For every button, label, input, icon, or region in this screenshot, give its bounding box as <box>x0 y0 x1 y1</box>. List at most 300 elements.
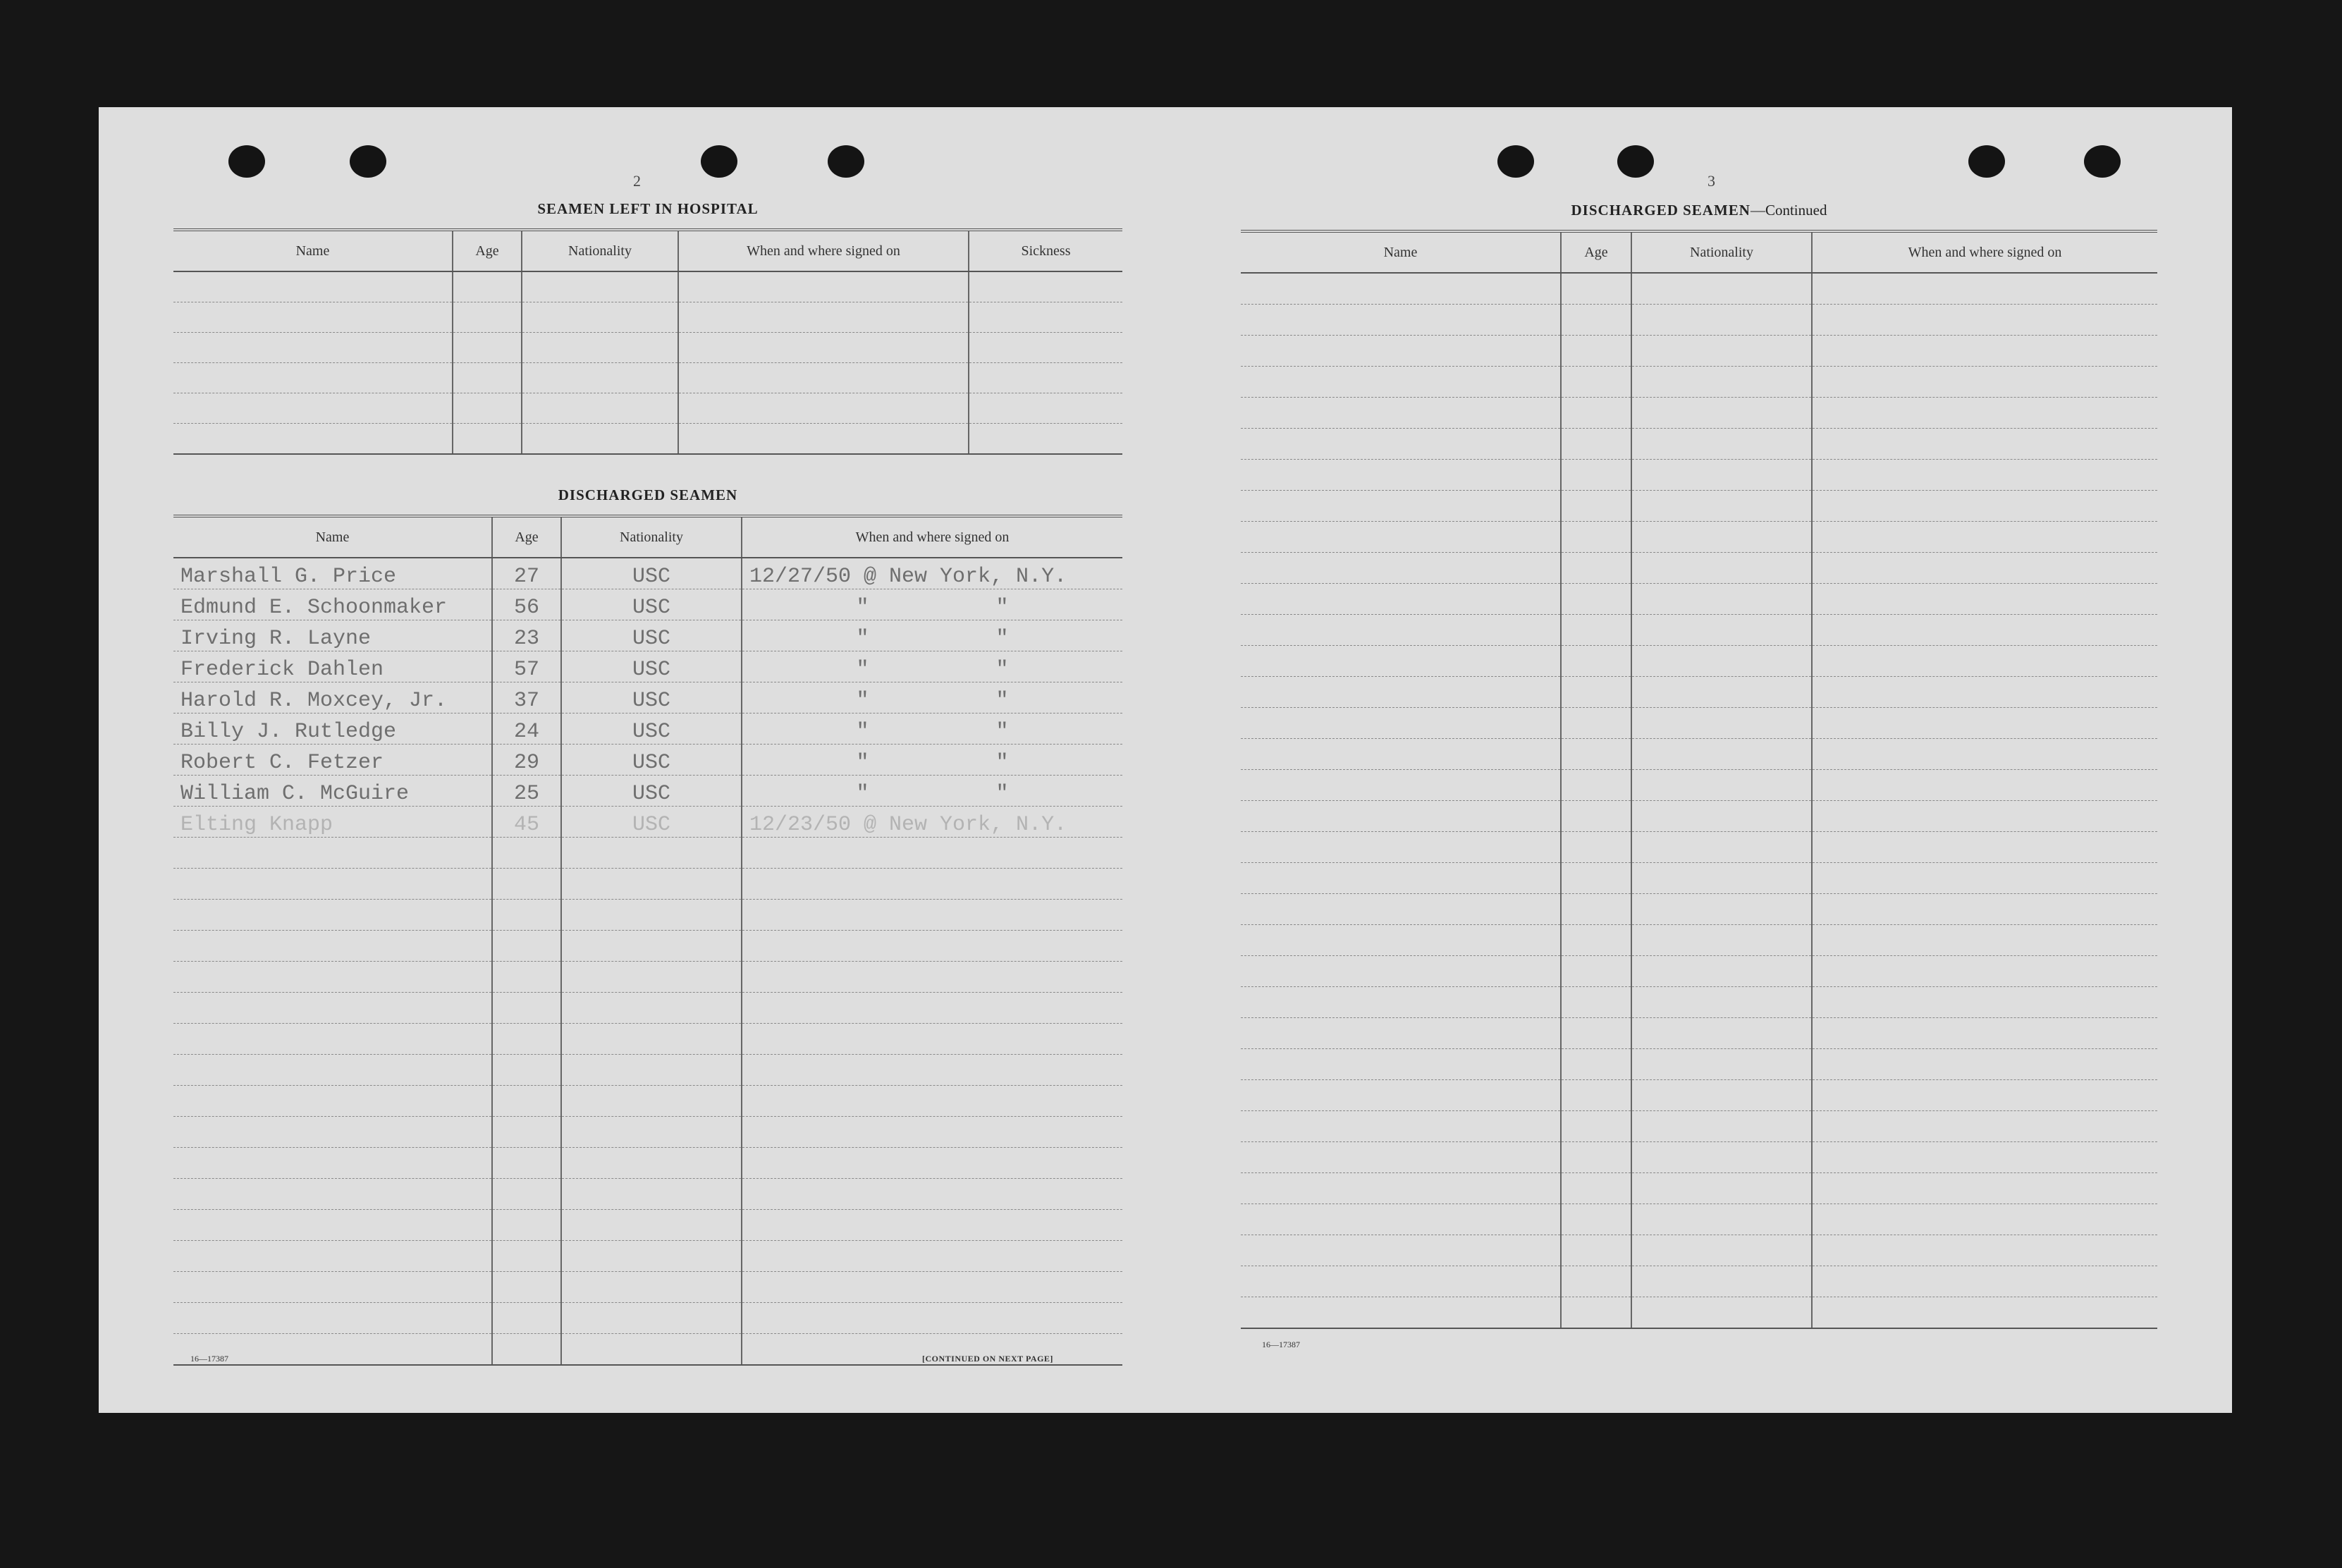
blank-cell <box>1812 491 2157 522</box>
blank-cell <box>1812 1235 2157 1266</box>
blank-cell <box>1561 832 1631 863</box>
blank-cell <box>1631 1018 1812 1049</box>
column-header: Age <box>492 516 561 558</box>
blank-row <box>173 1086 1122 1117</box>
blank-cell <box>1812 1080 2157 1111</box>
blank-cell <box>1561 770 1631 801</box>
blank-row <box>1241 615 2157 646</box>
blank-row <box>1241 770 2157 801</box>
blank-cell <box>1561 1297 1631 1329</box>
blank-cell <box>1561 708 1631 739</box>
blank-cell <box>1561 1173 1631 1204</box>
blank-cell <box>678 333 969 363</box>
blank-row <box>173 1179 1122 1210</box>
blank-cell <box>561 1024 742 1055</box>
blank-cell <box>173 424 453 455</box>
blank-cell <box>1561 894 1631 925</box>
nationality-cell: USC <box>561 558 742 589</box>
blank-cell <box>453 333 522 363</box>
blank-row <box>1241 491 2157 522</box>
blank-row <box>173 333 1122 363</box>
blank-row <box>1241 1235 2157 1266</box>
blank-cell <box>742 1272 1122 1303</box>
blank-cell <box>173 393 453 424</box>
blank-cell <box>1812 708 2157 739</box>
column-header: Age <box>453 230 522 271</box>
blank-row <box>1241 460 2157 491</box>
blank-row <box>1241 336 2157 367</box>
blank-cell <box>561 1241 742 1272</box>
blank-row <box>1241 708 2157 739</box>
blank-cell <box>1812 1297 2157 1329</box>
continued-note: [CONTINUED ON NEXT PAGE] <box>922 1354 1053 1364</box>
blank-cell <box>678 363 969 393</box>
blank-cell <box>1812 1204 2157 1235</box>
blank-cell <box>1631 770 1812 801</box>
blank-cell <box>1631 553 1812 584</box>
blank-cell <box>1812 273 2157 305</box>
blank-cell <box>561 1086 742 1117</box>
blank-cell <box>1241 801 1561 832</box>
blank-cell <box>1241 553 1561 584</box>
column-header: Age <box>1561 231 1631 273</box>
blank-cell <box>561 1148 742 1179</box>
blank-cell <box>492 1179 561 1210</box>
blank-cell <box>522 363 678 393</box>
blank-cell <box>1561 1080 1631 1111</box>
blank-row <box>1241 1018 2157 1049</box>
blank-cell <box>1561 398 1631 429</box>
blank-cell <box>742 962 1122 993</box>
blank-cell <box>1241 522 1561 553</box>
punch-hole <box>350 145 386 178</box>
blank-row <box>173 271 1122 302</box>
blank-row <box>1241 1142 2157 1173</box>
blank-row <box>173 962 1122 993</box>
blank-cell <box>1631 863 1812 894</box>
blank-cell <box>453 271 522 302</box>
blank-cell <box>1241 1049 1561 1080</box>
blank-cell <box>1631 894 1812 925</box>
blank-cell <box>1241 1297 1561 1329</box>
blank-row <box>173 1210 1122 1241</box>
signed-on-cell: " " <box>742 651 1122 682</box>
table-row <box>173 745 1122 776</box>
blank-cell <box>1812 305 2157 336</box>
blank-cell <box>742 1055 1122 1086</box>
blank-cell <box>173 1086 492 1117</box>
blank-cell <box>492 1024 561 1055</box>
blank-cell <box>969 424 1122 455</box>
blank-cell <box>561 900 742 931</box>
blank-cell <box>561 869 742 900</box>
blank-cell <box>1561 1235 1631 1266</box>
blank-cell <box>1561 646 1631 677</box>
table-row <box>173 807 1122 838</box>
blank-cell <box>1561 1018 1631 1049</box>
blank-cell <box>742 869 1122 900</box>
nationality-cell: USC <box>561 745 742 776</box>
blank-cell <box>1561 801 1631 832</box>
blank-cell <box>173 1241 492 1272</box>
blank-cell <box>742 993 1122 1024</box>
blank-cell <box>1631 429 1812 460</box>
blank-cell <box>742 1086 1122 1117</box>
blank-cell <box>173 363 453 393</box>
age-cell: 37 <box>492 682 561 713</box>
blank-cell <box>1631 336 1812 367</box>
blank-cell <box>1241 273 1561 305</box>
blank-cell <box>742 1210 1122 1241</box>
nationality-cell: USC <box>561 620 742 651</box>
blank-row <box>173 363 1122 393</box>
name-cell: William C. McGuire <box>173 776 492 807</box>
form-number: 16—17387 <box>1262 1340 1300 1349</box>
blank-cell <box>1241 863 1561 894</box>
blank-cell <box>1241 925 1561 956</box>
blank-cell <box>522 333 678 363</box>
blank-cell <box>1631 801 1812 832</box>
blank-cell <box>1631 1173 1812 1204</box>
blank-row <box>1241 367 2157 398</box>
name-cell: Marshall G. Price <box>173 558 492 589</box>
column-header: Name <box>173 230 453 271</box>
blank-row <box>173 393 1122 424</box>
blank-cell <box>742 838 1122 869</box>
age-cell: 23 <box>492 620 561 651</box>
blank-cell <box>561 1117 742 1148</box>
blank-cell <box>561 838 742 869</box>
blank-cell <box>1631 1297 1812 1329</box>
blank-cell <box>1631 739 1812 770</box>
blank-row <box>1241 1266 2157 1297</box>
blank-cell <box>1631 677 1812 708</box>
blank-cell <box>561 1179 742 1210</box>
blank-cell <box>742 1303 1122 1334</box>
blank-cell <box>1631 925 1812 956</box>
blank-cell <box>1241 429 1561 460</box>
blank-cell <box>1631 1111 1812 1142</box>
blank-cell <box>492 1086 561 1117</box>
blank-cell <box>1241 1173 1561 1204</box>
blank-cell <box>1241 615 1561 646</box>
blank-cell <box>1812 1111 2157 1142</box>
section-title: DISCHARGED SEAMEN <box>1571 202 1751 219</box>
blank-cell <box>1241 367 1561 398</box>
blank-cell <box>1812 584 2157 615</box>
table-row <box>173 558 1122 589</box>
blank-cell <box>1812 1018 2157 1049</box>
blank-cell <box>492 962 561 993</box>
blank-cell <box>561 1055 742 1086</box>
blank-cell <box>1561 1266 1631 1297</box>
blank-cell <box>492 1241 561 1272</box>
blank-cell <box>742 1179 1122 1210</box>
column-header: Nationality <box>522 230 678 271</box>
column-header: When and where signed on <box>742 516 1122 558</box>
blank-cell <box>1241 894 1561 925</box>
blank-cell <box>492 838 561 869</box>
age-cell: 57 <box>492 651 561 682</box>
blank-cell <box>969 363 1122 393</box>
blank-cell <box>1631 615 1812 646</box>
blank-row <box>1241 584 2157 615</box>
blank-row <box>1241 1173 2157 1204</box>
signed-on-cell: " " <box>742 713 1122 745</box>
blank-row <box>173 1055 1122 1086</box>
blank-row <box>1241 801 2157 832</box>
blank-cell <box>453 302 522 333</box>
blank-cell <box>1812 925 2157 956</box>
blank-cell <box>522 302 678 333</box>
signed-on-cell: " " <box>742 682 1122 713</box>
blank-row <box>1241 1204 2157 1235</box>
blank-cell <box>742 1241 1122 1272</box>
blank-cell <box>1561 336 1631 367</box>
blank-cell <box>173 993 492 1024</box>
blank-cell <box>492 1210 561 1241</box>
name-cell: Billy J. Rutledge <box>173 713 492 745</box>
blank-cell <box>453 363 522 393</box>
nationality-cell: USC <box>561 589 742 620</box>
blank-cell <box>1241 1204 1561 1235</box>
blank-cell <box>742 1148 1122 1179</box>
age-cell: 45 <box>492 807 561 838</box>
blank-cell <box>522 393 678 424</box>
blank-cell <box>1631 1080 1812 1111</box>
blank-cell <box>1631 398 1812 429</box>
blank-cell <box>173 962 492 993</box>
blank-row <box>173 1272 1122 1303</box>
punch-hole <box>828 145 864 178</box>
blank-cell <box>561 993 742 1024</box>
blank-cell <box>492 1117 561 1148</box>
column-header: Name <box>1241 231 1561 273</box>
blank-cell <box>561 962 742 993</box>
blank-cell <box>453 424 522 455</box>
blank-cell <box>1812 367 2157 398</box>
blank-cell <box>1241 646 1561 677</box>
blank-cell <box>1561 367 1631 398</box>
blank-cell <box>1561 1111 1631 1142</box>
blank-cell <box>1241 1018 1561 1049</box>
blank-row <box>173 424 1122 455</box>
blank-cell <box>1561 1142 1631 1173</box>
blank-row <box>1241 894 2157 925</box>
punch-hole <box>2084 145 2121 178</box>
page-number: 2 <box>633 172 641 190</box>
blank-cell <box>969 271 1122 302</box>
blank-cell <box>1631 460 1812 491</box>
blank-row <box>1241 1049 2157 1080</box>
blank-row <box>1241 646 2157 677</box>
form-number: 16—17387 <box>190 1354 228 1364</box>
blank-cell <box>173 869 492 900</box>
blank-cell <box>492 931 561 962</box>
blank-cell <box>1812 894 2157 925</box>
blank-cell <box>1812 739 2157 770</box>
blank-row <box>1241 925 2157 956</box>
blank-cell <box>1812 677 2157 708</box>
blank-row <box>1241 1080 2157 1111</box>
discharged-continued-table <box>1241 230 2157 1329</box>
discharged-header-row <box>173 516 1122 558</box>
blank-cell <box>1241 708 1561 739</box>
hospital-section-title: SEAMEN LEFT IN HOSPITAL <box>537 200 759 217</box>
nationality-cell: USC <box>561 807 742 838</box>
blank-cell <box>173 900 492 931</box>
blank-row <box>173 869 1122 900</box>
signed-on-cell: " " <box>742 776 1122 807</box>
blank-cell <box>173 1024 492 1055</box>
blank-row <box>1241 863 2157 894</box>
blank-cell <box>742 1117 1122 1148</box>
blank-cell <box>1561 956 1631 987</box>
blank-cell <box>969 302 1122 333</box>
table-row <box>173 620 1122 651</box>
blank-row <box>1241 429 2157 460</box>
age-cell: 24 <box>492 713 561 745</box>
blank-cell <box>1812 429 2157 460</box>
blank-cell <box>1812 987 2157 1018</box>
blank-cell <box>1241 956 1561 987</box>
blank-row <box>173 302 1122 333</box>
blank-cell <box>678 424 969 455</box>
blank-row <box>173 1241 1122 1272</box>
blank-cell <box>1812 398 2157 429</box>
blank-cell <box>1631 987 1812 1018</box>
name-cell: Robert C. Fetzer <box>173 745 492 776</box>
blank-cell <box>1561 584 1631 615</box>
blank-cell <box>742 900 1122 931</box>
blank-cell <box>1561 429 1631 460</box>
punch-hole <box>228 145 265 178</box>
blank-cell <box>492 1272 561 1303</box>
blank-cell <box>1241 1080 1561 1111</box>
blank-cell <box>492 1303 561 1334</box>
blank-row <box>1241 273 2157 305</box>
blank-cell <box>742 1024 1122 1055</box>
blank-cell <box>1241 305 1561 336</box>
blank-row <box>1241 305 2157 336</box>
blank-cell <box>561 1210 742 1241</box>
column-header: Name <box>173 516 492 558</box>
name-cell: Elting Knapp <box>173 807 492 838</box>
blank-row <box>1241 1297 2157 1329</box>
blank-row <box>173 1024 1122 1055</box>
blank-cell <box>1631 491 1812 522</box>
signed-on-cell: " " <box>742 620 1122 651</box>
blank-row <box>1241 522 2157 553</box>
table-row <box>173 713 1122 745</box>
blank-cell <box>492 869 561 900</box>
blank-cell <box>1561 553 1631 584</box>
blank-cell <box>561 1303 742 1334</box>
table-row <box>173 776 1122 807</box>
table-row <box>173 589 1122 620</box>
blank-cell <box>173 1272 492 1303</box>
blank-cell <box>173 931 492 962</box>
name-cell: Irving R. Layne <box>173 620 492 651</box>
blank-cell <box>1561 491 1631 522</box>
blank-cell <box>453 393 522 424</box>
name-cell: Frederick Dahlen <box>173 651 492 682</box>
blank-row <box>1241 553 2157 584</box>
blank-cell <box>1241 1266 1561 1297</box>
blank-cell <box>969 393 1122 424</box>
blank-cell <box>1812 646 2157 677</box>
blank-cell <box>1241 398 1561 429</box>
blank-cell <box>1241 770 1561 801</box>
blank-cell <box>1631 522 1812 553</box>
blank-cell <box>1631 584 1812 615</box>
blank-cell <box>1812 1173 2157 1204</box>
signed-on-cell: 12/23/50 @ New York, N.Y. <box>742 807 1122 838</box>
column-header: Sickness <box>969 230 1122 271</box>
blank-cell <box>561 931 742 962</box>
blank-cell <box>969 333 1122 363</box>
blank-cell <box>1812 460 2157 491</box>
blank-cell <box>1631 1204 1812 1235</box>
blank-cell <box>1631 708 1812 739</box>
blank-row <box>1241 677 2157 708</box>
blank-cell <box>1631 832 1812 863</box>
nationality-cell: USC <box>561 776 742 807</box>
blank-cell <box>678 302 969 333</box>
blank-cell <box>173 1210 492 1241</box>
blank-cell <box>1812 770 2157 801</box>
blank-cell <box>173 1117 492 1148</box>
blank-cell <box>1241 491 1561 522</box>
document-sheet <box>99 107 2232 1413</box>
blank-cell <box>678 271 969 302</box>
blank-cell <box>522 424 678 455</box>
discharged-continued-title <box>1241 202 2157 219</box>
blank-row <box>1241 739 2157 770</box>
right-page <box>1170 107 2232 1413</box>
blank-cell <box>1631 1266 1812 1297</box>
blank-row <box>1241 1111 2157 1142</box>
column-header: Nationality <box>561 516 742 558</box>
blank-cell <box>173 1303 492 1334</box>
blank-cell <box>1812 956 2157 987</box>
blank-cell <box>678 393 969 424</box>
blank-cell <box>1561 522 1631 553</box>
blank-cell <box>173 1179 492 1210</box>
blank-cell <box>742 931 1122 962</box>
blank-cell <box>1631 1049 1812 1080</box>
name-cell: Edmund E. Schoonmaker <box>173 589 492 620</box>
blank-cell <box>1631 646 1812 677</box>
blank-cell <box>1241 336 1561 367</box>
discharged-table <box>173 515 1122 1366</box>
blank-cell <box>1561 1204 1631 1235</box>
blank-cell <box>492 1148 561 1179</box>
blank-cell <box>1241 460 1561 491</box>
signed-on-cell: " " <box>742 745 1122 776</box>
continued-suffix: —Continued <box>1750 202 1827 219</box>
nationality-cell: USC <box>561 713 742 745</box>
blank-cell <box>1812 832 2157 863</box>
blank-cell <box>173 302 453 333</box>
table-row <box>173 651 1122 682</box>
punch-hole <box>1617 145 1654 178</box>
blank-cell <box>173 1055 492 1086</box>
blank-cell <box>1241 832 1561 863</box>
blank-cell <box>1631 1142 1812 1173</box>
blank-cell <box>1241 1111 1561 1142</box>
blank-cell <box>561 1334 742 1366</box>
